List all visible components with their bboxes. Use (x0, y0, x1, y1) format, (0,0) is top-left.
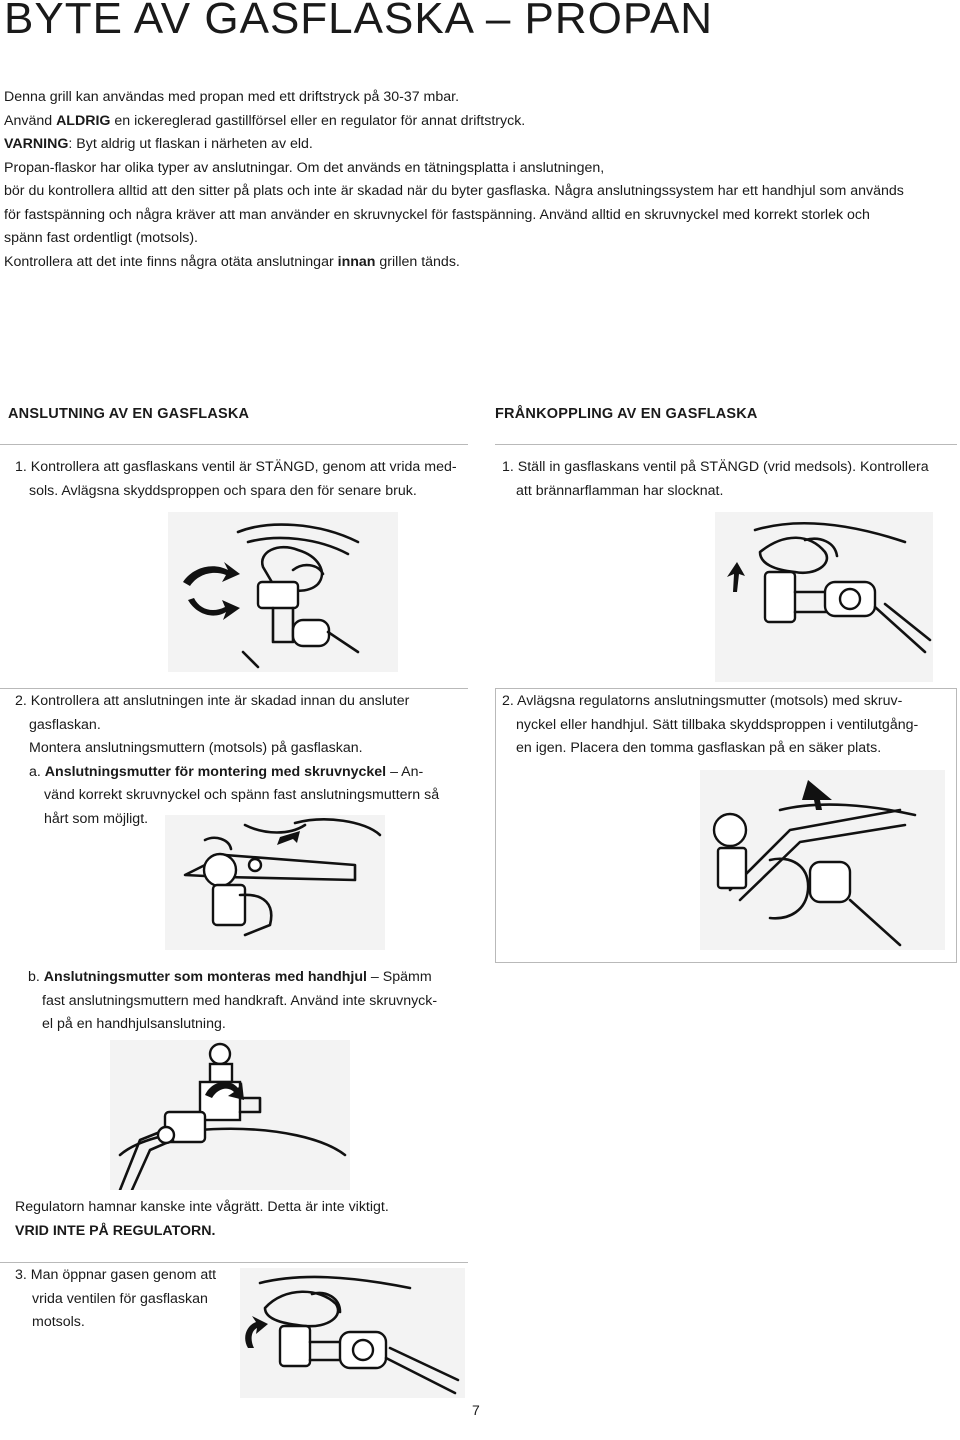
intro-line: spänn fast ordentligt (motsols). (4, 230, 198, 246)
right-step-1: 1. Ställ in gasflaskans ventil på STÄNGD (vrid medsols). Kontrollera att brännarflamman har slocknat. (502, 459, 929, 499)
intro-line: bör du kontrollera alltid att den sitter på plats och inte är skadad när du byter gasflaska. Några anslutningssystem har ett handhjul som används (4, 183, 904, 199)
divider (0, 444, 468, 445)
page-number: 7 (472, 1402, 480, 1418)
intro-line: Använd ALDRIG en ickereglerad gastillförsel eller en regulator för annat driftstryck. (4, 112, 526, 129)
intro-line: Denna grill kan användas med propan med ett driftstryck på 30-37 mbar. (4, 89, 460, 105)
regulator-note: Regulatorn hamnar kanske inte vågrätt. Detta är inte viktigt. VRID INTE PÅ REGULATORN. (15, 1199, 389, 1239)
divider (495, 444, 957, 445)
valve-open-illustration (240, 1268, 465, 1398)
intro-line: Kontrollera att det inte finns några otäta anslutningar innan grillen tänds. (4, 253, 460, 270)
divider (495, 688, 957, 689)
wrench-illustration (165, 815, 385, 950)
valve-closed-illustration (715, 512, 933, 682)
step-2b: b. Anslutningsmutter som monteras med handhjul – Spämm fast anslutningsmuttern med handkraft. Använd inte skruvnyck- el på en handhjulsanslutning. (28, 969, 438, 1032)
left-step-3: 3. Man öppnar gasen genom att vrida ventilen för gasflaskan motsols. (15, 1267, 217, 1330)
page-title: BYTE AV GASFLASKA – PROPAN (4, 0, 714, 43)
divider (495, 962, 957, 963)
divider (956, 688, 957, 962)
step-2a: a. Anslutningsmutter för montering med skruvnyckel – An- (29, 763, 424, 780)
intro-line: VARNING: Byt aldrig ut flaskan i närheten av eld. (4, 136, 313, 152)
right-step-2: 2. Avlägsna regulatorns anslutningsmutter (motsols) med skruv- nyckel eller handhjul. Sätt tillbaka skyddsproppen i ventilutgång- en igen. Placera den tomma gasflaskan på en säker plats. (502, 693, 919, 756)
left-step-1: 1. Kontrollera att gasflaskans ventil är STÄNGD, genom att vrida med- sols. Avlägsna skyddsproppen och spara den för senare bruk. (15, 459, 457, 499)
heading-disconnection: FRÅNKOPPLING AV EN GASFLASKA (495, 406, 758, 422)
divider (495, 688, 496, 962)
intro-text (4, 86, 954, 274)
wrench-remove-illustration (700, 770, 945, 950)
left-step-2: 2. Kontrollera att anslutningen inte är skadad innan du ansluter gasflaskan. Montera anslutningsmuttern (motsols) på gasflaskan. a. Anslutningsmutter för montering med skruvnyckel – An- vänd korrekt skruvnyckel och spänn fast anslutningsmuttern så hårt som möjligt. (15, 693, 440, 827)
intro-line: för fastspänning och några kräver att man använder en skruvnyckel för fastspänning. Använd alltid en skruvnyckel med korrekt storlek och (4, 206, 870, 223)
divider (0, 688, 468, 689)
intro-line: Propan-flaskor har olika typer av anslutningar. Om det används en tätningsplatta i anslutningen, (4, 159, 605, 176)
handwheel-illustration (110, 1040, 350, 1190)
valve-close-illustration (168, 512, 398, 672)
divider (0, 1262, 468, 1263)
heading-connection: ANSLUTNING AV EN GASFLASKA (8, 406, 250, 422)
